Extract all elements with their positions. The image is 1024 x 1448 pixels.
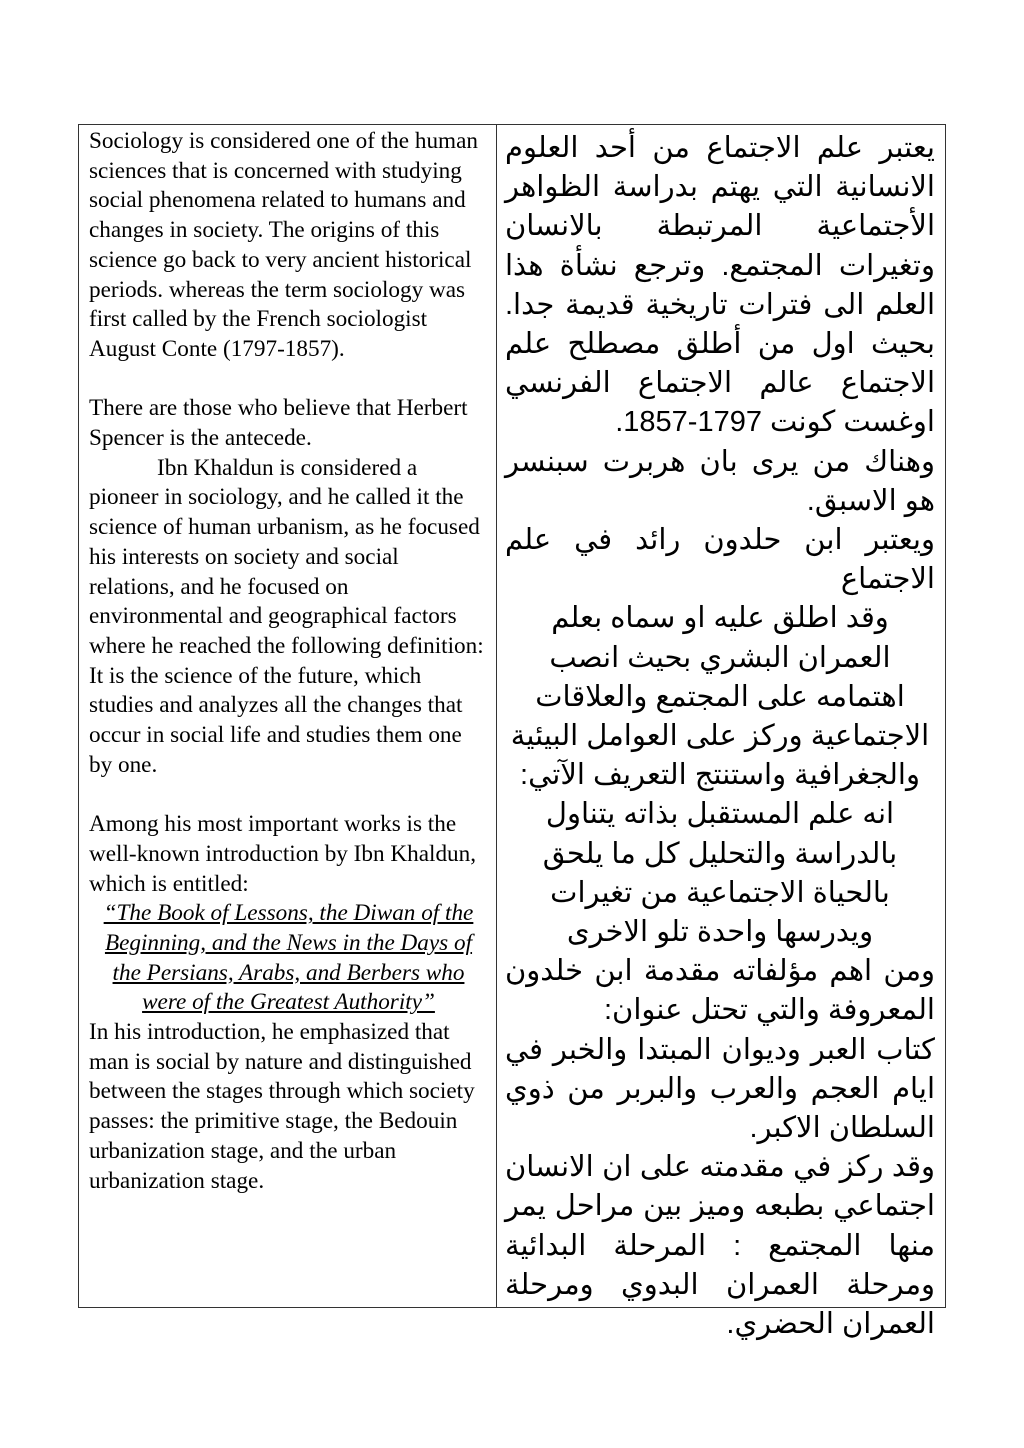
arabic-paragraph-sociology-definition: يعتبر علم الاجتماع من أحد العلوم الانسانية التي يهتم بدراسة الظواهر الأجتماعية المرتبطة بالانسان وتغيرات المجتمع. وترجع نشأة هذا العلم الى فترات تاريخية قديمة جدا. بحيث اول من أطلق مصطلح علم الاجتماع عالم الاجتماع الفرنسي اوغست كونت 1797-1857. bbox=[505, 132, 935, 439]
paragraph-definition: It is the science of the future, which studies and analyzes all the changes that occur in social life and studies them one by one. bbox=[89, 662, 463, 778]
paragraph-ibn-khaldun: Ibn Khaldun is considered a pioneer in sociology, and he called it the science of human urbanism, as he focused his interests on society and social relations, and he focused on environmental and geographical factors where he reached the following definition: bbox=[89, 454, 484, 659]
arabic-paragraph-ibn-khaldun: ويعتبر ابن حلدون رائد في علم الاجتماع bbox=[505, 524, 935, 596]
spacer bbox=[89, 780, 488, 810]
arabic-paragraph-herbert-spencer: وهناك من يرى بان هربرت سبنسر هو الاسبق. bbox=[505, 445, 935, 517]
paragraph-introduction: In his introduction, he emphasized that man is social by nature and distinguished between the stages through which society passes: the primitive stage, the Bedouin urbanization stage, and the urban urbanization stage. bbox=[89, 1019, 475, 1194]
arabic-column bbox=[497, 125, 945, 1341]
paragraph-sociology-definition: Sociology is considered one of the human sciences that is concerned with studying social phenomena related to humans and changes in society. The origins of this science go back to very ancient historical periods. whereas the term sociology was first called by the French sociologist August Conte (1797-1857). bbox=[89, 128, 478, 362]
paragraph-important-works: Among his most important works is the well-known introduction by Ibn Khaldun, which is entitled: bbox=[89, 811, 477, 897]
english-column bbox=[79, 125, 497, 1307]
arabic-paragraph-introduction: وقد ركز في مقدمته على ان الانسان اجتماعي بطبعه وميز بين مراحل يمر منها المجتمع : المرحلة البدائية ومرحلة العمران البدوي ومرحلة العمران الحضري. bbox=[505, 1151, 935, 1341]
arabic-book-title: كتاب العبر وديوان المبتدا والخبر في ايام العجم والعرب والبربر من ذوي السلطان الاكبر. bbox=[505, 1033, 935, 1145]
bilingual-table bbox=[78, 124, 946, 1341]
spacer bbox=[89, 365, 488, 395]
paragraph-herbert-spencer: There are those who believe that Herbert Spencer is the antecede. bbox=[89, 395, 468, 452]
arabic-paragraph-important-works: ومن اهم مؤلفاته مقدمة ابن خلدون المعروفة والتي تحتل عنوان: bbox=[505, 955, 935, 1027]
book-title: “The Book of Lessons, the Diwan of the Beginning, and the News in the Days of the Persians, Arabs, and Berbers who were of the Greatest Authority” bbox=[103, 900, 474, 1016]
arabic-paragraph-human-urbanism: وقد اطلق عليه او سماه بعلم العمران البشري بحيث انصب اهتمامه على المجتمع والعلاقات الاجتماعية وركز على العوامل البيئية والجغرافية واستنتج التعريف الآتي: انه علم المستقبل بذاته يتناول بالدراسة والتحليل كل ما يلحق بالحياة الاجتماعية من تغيرات ويدرسها واحدة تلو الاخرى bbox=[510, 602, 930, 949]
